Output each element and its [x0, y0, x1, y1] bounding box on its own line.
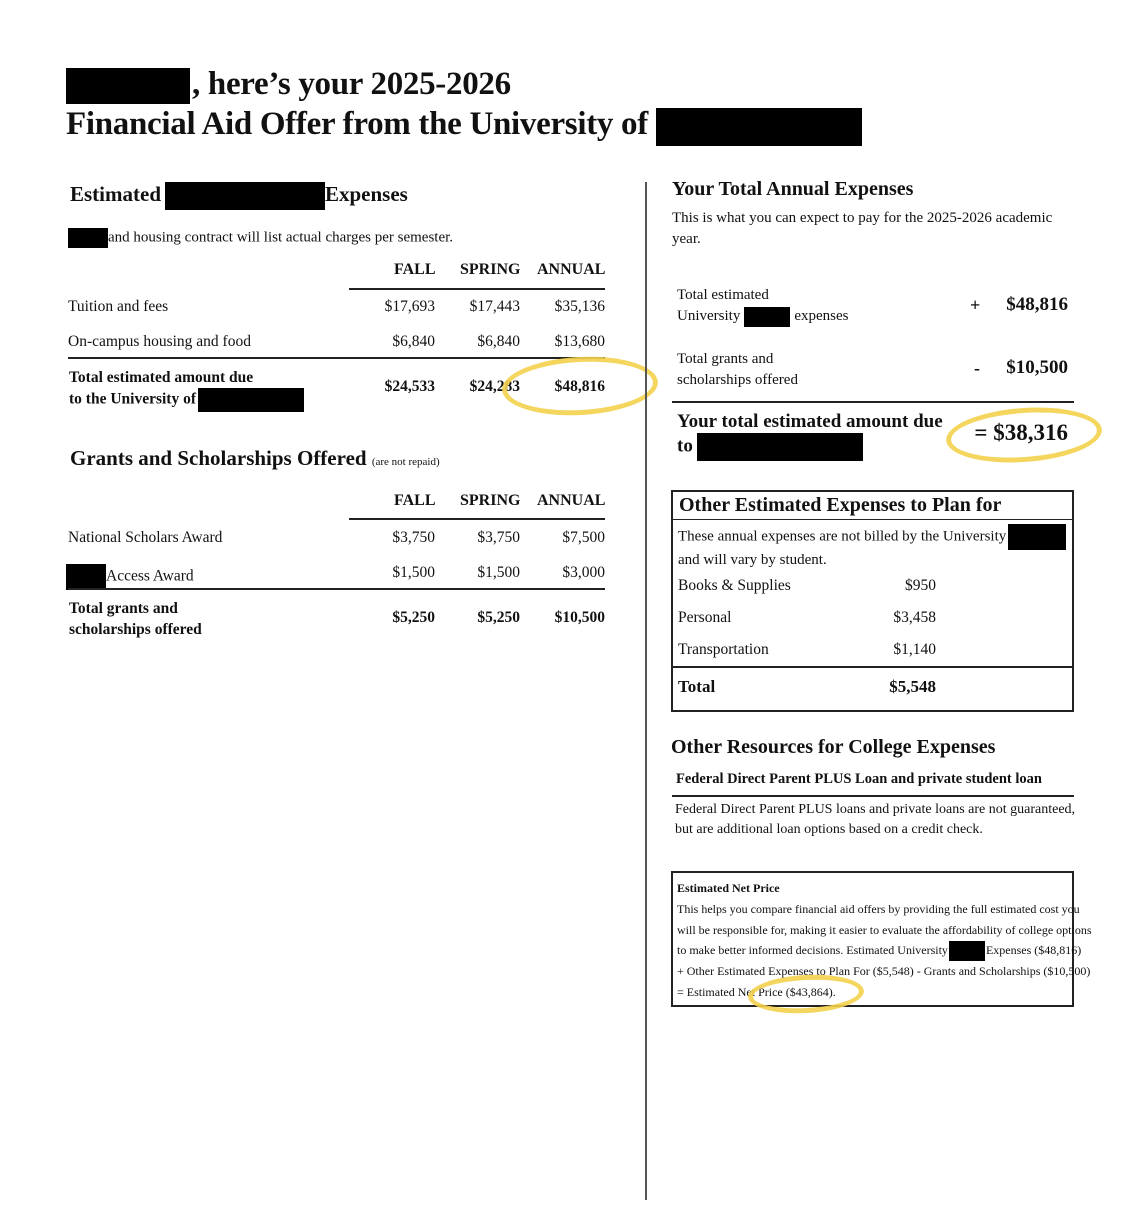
- table-cell: $3,750: [392, 529, 435, 546]
- redacted-university: [198, 388, 304, 412]
- net-price-text: This helps you compare financial aid offers by providing the full estimated cost you will be responsible for, making it easier to evaluate the affordability of college options to make better informed decisions. Estimated University Expenses ($48,816) + Other Estimated Expenses to Plan For ($5,548) - Grants and Scholarships ($10,500) = Estimated Net Price ($43,864).: [677, 902, 1092, 999]
- annual-due-label: Your total estimated amount due to: [677, 411, 943, 461]
- grants-total-label: Total grants and scholarships offered: [69, 600, 202, 638]
- table-cell: $1,500: [477, 564, 520, 581]
- table-row-label: Access Award: [66, 564, 194, 590]
- list-item-amount: $3,458: [893, 609, 936, 626]
- redacted-university: [656, 108, 862, 146]
- col-header-spring: SPRING: [460, 261, 521, 278]
- table-cell: $1,500: [392, 564, 435, 581]
- col-header-annual: ANNUAL: [537, 261, 606, 278]
- resources-heading: Other Resources for College Expenses: [671, 736, 996, 758]
- table-row-label: Tuition and fees: [68, 298, 169, 315]
- other-expenses-total-label: Total: [678, 677, 716, 696]
- table-cell: $7,500: [562, 529, 605, 546]
- grants-heading: Grants and Scholarships Offered (are not repaid): [70, 446, 440, 470]
- page-title: , here’s your 2025-2026 Financial Aid Offer from the University of: [66, 64, 862, 146]
- redacted-university: [697, 433, 863, 461]
- divider: [672, 795, 1074, 797]
- table-cell: $3,750: [477, 529, 520, 546]
- resources-text: Federal Direct Parent PLUS loans and private loans are not guaranteed, but are additional loan options based on a credit check.: [675, 802, 1076, 837]
- other-expenses-heading: Other Estimated Expenses to Plan for: [679, 494, 1002, 516]
- table-row-label: National Scholars Award: [68, 529, 223, 546]
- other-expenses-total-amount: $5,548: [889, 677, 936, 696]
- expenses-note: and housing contract will list actual charges per semester.: [68, 228, 453, 248]
- col-header-fall: FALL: [394, 492, 436, 509]
- col-header-annual: ANNUAL: [537, 492, 606, 509]
- table-cell: $17,443: [469, 298, 520, 315]
- table-cell: $35,136: [554, 298, 605, 315]
- annual-expenses-amount: $48,816: [1006, 294, 1068, 315]
- redacted-name: [66, 68, 190, 104]
- divider: [68, 588, 605, 590]
- divider: [672, 401, 1074, 403]
- annual-grants-amount: $10,500: [1006, 357, 1068, 378]
- table-cell: $3,000: [562, 564, 605, 581]
- list-item-label: Transportation: [678, 641, 769, 658]
- net-price-heading: Estimated Net Price: [677, 881, 780, 895]
- redacted-text: [68, 228, 108, 248]
- minus-sign: -: [974, 358, 980, 378]
- list-item-amount: $950: [905, 577, 936, 594]
- redacted-text: [744, 307, 790, 327]
- col-header-fall: FALL: [394, 261, 436, 278]
- annual-intro: This is what you can expect to pay for the 2025-2026 academic year.: [672, 210, 1053, 247]
- divider: [349, 518, 605, 520]
- table-cell: $24,283: [469, 378, 520, 395]
- annual-due-amount: = $38,316: [974, 420, 1068, 445]
- table-cell: $48,816: [554, 378, 605, 395]
- divider: [68, 357, 605, 359]
- list-item-label: Books & Supplies: [678, 577, 791, 594]
- redacted-text: [165, 182, 325, 210]
- table-cell: $5,250: [392, 609, 435, 626]
- plus-sign: +: [970, 295, 981, 315]
- expenses-total-label: Total estimated amount due to the University of: [69, 367, 304, 412]
- table-cell: $6,840: [392, 333, 435, 350]
- table-cell: $13,680: [554, 333, 605, 350]
- other-expenses-intro: These annual expenses are not billed by the University and will vary by student.: [678, 524, 1066, 571]
- redacted-text: [949, 941, 985, 961]
- grants-heading-note: (are not repaid): [371, 456, 440, 468]
- table-cell: $24,533: [384, 378, 435, 395]
- redacted-text: [1008, 524, 1066, 550]
- column-divider: [645, 182, 647, 1200]
- list-item-amount: $1,140: [893, 641, 936, 658]
- table-cell: $6,840: [477, 333, 520, 350]
- table-cell: $17,693: [384, 298, 435, 315]
- col-header-spring: SPRING: [460, 492, 521, 509]
- divider: [349, 288, 605, 290]
- redacted-text: [66, 564, 106, 590]
- divider: [673, 519, 1072, 520]
- table-row-label: On-campus housing and food: [68, 333, 251, 350]
- resources-subheading: Federal Direct Parent PLUS Loan and private student loan: [676, 771, 1042, 787]
- annual-grants-label: Total grants and scholarships offered: [677, 351, 798, 388]
- table-cell: $10,500: [554, 609, 605, 626]
- divider: [673, 666, 1072, 668]
- list-item-label: Personal: [678, 609, 732, 626]
- table-cell: $5,250: [477, 609, 520, 626]
- annual-expenses-label: Total estimated University expenses: [677, 285, 848, 327]
- annual-heading: Your Total Annual Expenses: [672, 178, 914, 200]
- expenses-heading: Estimated Expenses: [70, 182, 408, 210]
